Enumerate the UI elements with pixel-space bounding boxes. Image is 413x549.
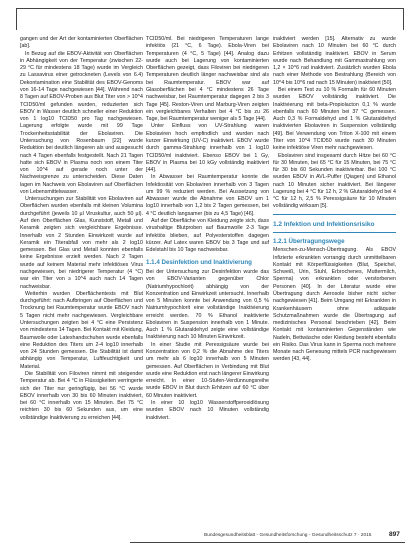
paragraph: Auf der Oberfläche von Kleidung zeigte sich, dass virushaltige Blutproben auf Baumwolle 2-3 Tage infektiös blieben, auf Polyesterstoffen dagegen kürzer. Auf Latex waren EBOV bis 3 Tage und auf Edelstahl bis 10 Tage nachweisbar. [146,218,269,254]
paragraph: In einer 10 log10 Wasserstoffperoxidlösung wurden EBOV nach 10 Minuten vollständig inaktiviert. [146,400,269,421]
paragraph: Ebolaviren sind insgesamt durch Hitze bei 60 °C für 30 Minuten, bei 65 °C für 15 Minuten, bei 75 °C für 30 bis 60 Sekunden inaktivierbar. Bei 100 °C wurden EBOV in AVL-Puffer (Qiagen) und Ethanol nach 10 Minuten sicher inaktiviert. Bei längerer Lagerung bei 4 °C für 12 h, 2 % Glutaraldehyd bei 4 °C für 12 h, 2,5 % Peressigsäure für 10 Minuten vollständig wirksam [5]. [273,152,396,210]
paragraph: In einer Studie mit Peressigsäure wurde bei Konzentration von 0,2 % die Abnahme des Titers um mehr als 6 log10 innerhalb von 5 Minuten gemessen. Auf Oberflächen in Verbindung mit Blut wurde eine Reduktion erst nach längerer Einwirkung erreicht. In einer 10-Stufen-Verdünnungsreihe wurde EBOV in Blut durch Erhitzen auf 60 °C über 60 Minuten inaktiviert. [146,341,269,399]
paragraph: Untersuchungen zur Stabilität von Ebolaviren auf Oberflächen wurden ebenfalls mit kleinen Volumina durchgeführt (jeweils 10 µl Viruskultur, auch 50 µl). Auf den Oberflächen Glas, Kunststoff, Metall und Keramik zeigten sich vergleichbare Ergebnisse. Innerhalb von 2 Stunden Einwirkzeit wurde auf Keramik ein Titerabfall von mehr als 2 log10 gemessen. Bei Glas und Metall konnten ebenfalls keine Ergebnisse erzielt werden. Nach 2 Tagen wurde auf keinem Material mehr infektiöses Virus nachgewiesen, bei niedrigerer Temperatur (4 °C) war ein Titer von ≥ 10^4 auch nach 14 Tagen nachweisbar. [20,196,143,290]
page-number: 897 [389,531,400,538]
text-column-1 [20,36,143,422]
paragraph: In Abwasser bei Raumtemperatur konnte die Infektiosität von Ebolaviren innerhalb von 3 Tagen um 99 % reduziert werden. Bei Aussetzung von Abwasser wurde die Abnahme von EBOV um 1 log10 innerhalb von 1,2 bis 2 Tagen gemessen, bei 4 °C deutlich langsamer (bis zu 4,5 Tage) [46]. [146,174,269,217]
section-divider [273,214,396,215]
section-heading: 1.2 Infektion und Infektionsrisiko [273,220,375,228]
subsection-heading: 1.2.1 Übertragungswege [273,237,345,245]
section-heading: 1.1.4 Desinfektion und Inaktivierung [146,259,252,267]
paragraph: Bei einem Test zu 10 % Formalin für 60 Minuten wurden EBOV vollständig inaktiviert. Die Inaktivierung mit beta-Propiolacton 0,1 % wurde ebenfalls nach 60 Minuten bei 37 °C gemessen. Auch 0,3 % Formaldehyd und 1 % Glutaraldehyd inaktivierten Ebolaviren in Suspension vollständig [49]. Bei Verwendung von Triton X-100 mit einem Titer von 10^4 TCID50 wurde nach 30 Minuten keine infektiöse Viren mehr nachgewiesen. [273,86,396,152]
paragraph: Die Stabilität von Filoviren nimmt mit steigender Temperatur ab. Bei 4 °C in Flüssigkeiten verringerte sich der Titer nur geringfügig, bei 56 °C wurde EBOV innerhalb von 30 bis 60 Minuten inaktiviert, bei 60 °C innerhalb von 15 Minuten. Bei 75 °C reichten 30 bis 60 Sekunden aus, um eine vollständige Inaktivierung zu erreichen [44]. [20,370,143,421]
paragraph: Unter Einfluss von UV-Strahlung waren Ebolaviren hoch empfindlich und wurden nach kurzer Einwirkung (UV-C) inaktiviert. EBOV wurde durch gamma-Strahlung innerhalb von 1 log10 TCID50/ml inaktiviert. Ebenso EBOV bei 1 Gy, EBOV in Plasma bei 10 kGy vollständig inaktiviert [44]. [146,123,269,174]
paragraph: TCID50/ml. Bei niedrigeren Temperaturen lange infektiös (21 °C, 6 Tage). Ebola-Viren bei Temperaturen (4 °C, 5 Tage) [44]. Analog dazu wurde auch bei Lagerung von kontaminierten Oberflächen gezeigt, dass Filoviren bei niedrigeren Temperaturen deutlich länger nachweisbar sind als bei Raumtemperatur. EBOV war auf Glasoberflächen bei 4 °C mindestens 26 Tage nachweisbar, bei Raumtemperatur dagegen 2 bis 3 Tage [45]. Reston-Viren und Marburg-Viren zeigten ein vergleichbares Verhalten bei 4 °C bis zu 26 Tage, bei Raumtemperatur weniger als 5 Tage [44]. [146,36,269,123]
paragraph: gangen und der Art der kontaminierten Oberflächen [ab]. [20,36,143,50]
journal-footer: Bundesgesundheitsblatt - Gesundheitsforschung - Gesundheitsschutz 7 · 2015 [204,533,372,538]
footer-rule [130,542,405,543]
paragraph: Weiterhin wurden Oberflächentests mit Blut durchgeführt: nach Aufbringen auf Oberflächen und Trocknung bei Raumtemperatur wurde EBOV nach 5 Tagen nicht mehr nachgewiesen. Vergleichbare Untersuchungen zeigten bei 4 °C eine Persistenz von mindestens 14 Tagen. Bei Kontakt mit Kleidung, Baumwolle oder Latexhandschuhen wurde ebenfalls eine Reduktion des Titers um 2-4 log10 innerhalb von 24 Stunden gemessen. Die Stabilität ist damit abhängig von Temperatur, Luftfeuchtigkeit und Material. [20,290,143,370]
header-frame [16,8,404,30]
paragraph: In Bezug auf die EBOV-Aktivität von Oberflächen in Abhängigkeit von der Temperatur (zwischen 22-29 °C für mindestens 18 Tage) wurde im Vergleich zu Lassavirus einer getrockneten (Levels von 6.4) Dekontamination eine Stabilität des EBOV-Genoms von 16-14 Tage nachgewiesen [44]. Während nach 8 Tagen auf EBOV-Proben aus Blut Titer von > 10^4 TCID50/ml gefunden wurden, reduzierten sich EBOV in Wasser deutlich schneller einer Reduktion von 1 log10 TCID50 pro Tag nachgewiesen. Lagerung erfolgte wurde mit 99 Tage Trockenheitsstabilität der Ebolaviren. Die Untersuchung von Rosenbaum [22] wurde Reduktion bei deutlich längeren als und ausgesucht nach 4 Tagen ebenfalls festgestellt. Nach 21 Tagen hatte sich EBOV in Plasma noch von einem Titer von 10^4 auf gerade noch unter der Nachweisgrenze zu unterscheiden. Diese Daten lagen im Nachweis von Ebolaviren auf Oberflächen von Lebensmittelwasser. [20,50,143,195]
paragraph: inaktiviert werden [15]. Alternativ zu wurde Ebolaviren nach 10 Minuten bei 60 °C durch Erhitzen vollständig inaktiviert. EBOV in Serum wurde nach Behandlung mit Gammastrahlung von 1,2 × 10^6 rad inaktiviert. Zusätzlich wurden Ebola nach einer Methode von Bestrahlung (Bereich von 10^4 bis 10^6 rad nach 15 Minuten) inaktiviert [50]. [273,36,396,86]
section-divider [273,232,396,233]
paragraph: Bei der Untersuchung zur Desinfektion wurde das von EBOV-Varianten gegenüber Chlor (Natriumhypochlorit) abhängig von der Konzentration und Einwirkzeit untersucht. Innerhalb von 5 Minuten konnte bei Anwendung von 0,5 % Natriumhypochlorit eine vollständige Inaktivierung erreicht werden. 70 % Ethanol inaktivierte Ebolaviren in Suspension innerhalb von 1 Minute. Auch 1 % Glutaraldehyd zeigte eine vollständige Inaktivierung nach 10 Minuten Einwirkzeit. [146,268,269,341]
paragraph: Menschen-zu-Mensch-Übertragung. Als EBOV Infizierte erkrankten vorrangig durch unmittelbaren Kontakt mit Körperflüssigkeiten (Blut, Speichel, Schweiß, Urin, Stuhl, Erbrochenes, Muttermilch, Sperma) von erkrankten oder verstorbenen Personen [40]. In der Literatur wurde eine Übertragung durch Aerosole bisher nicht sicher nachgewiesen [41]. Beim Umgang mit Erkrankten in Krankenhäusern ohne adäquate Schutzmaßnahmen wurde die Übertragung auf medizinisches Personal beschrieben [42]. Beim Kontakt mit kontaminierten Gegenständen wie Nadeln, Bettwäsche oder Kleidung besteht ebenfalls ein Risiko. Das Virus kann in Sperma noch mehrere Monate nach Genesung mittels PCR nachgewiesen werden [43, 44]. [273,247,396,363]
text-column-3 [273,36,396,364]
text-column-2 [146,36,269,422]
